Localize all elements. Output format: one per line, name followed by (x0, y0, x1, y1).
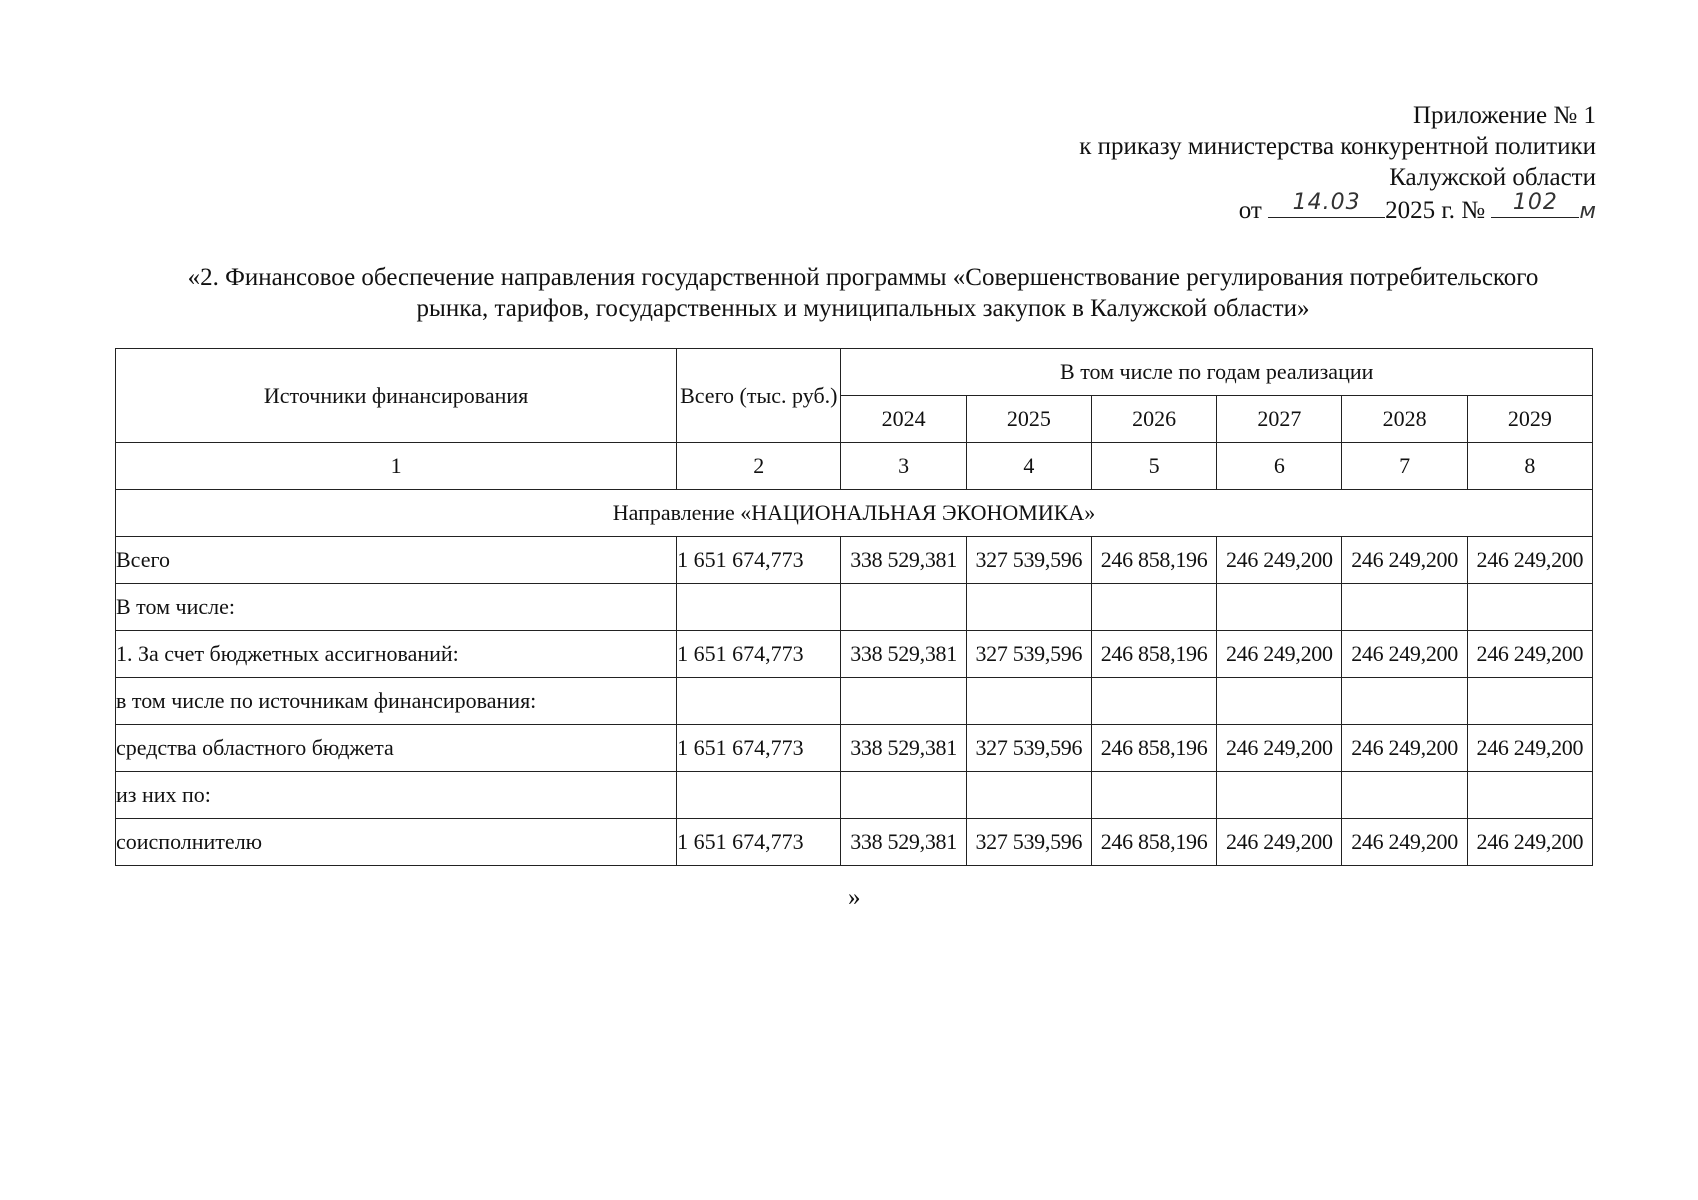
cell-total (677, 772, 841, 819)
header-sources: Источники финансирования (116, 349, 677, 443)
cell-year-value (1467, 584, 1592, 631)
year-number-label: 2025 г. № (1385, 197, 1486, 224)
cell-year-value: 246 249,200 (1217, 631, 1342, 678)
table-row (116, 537, 1593, 584)
date-prefix: от (1238, 197, 1262, 224)
row-label: в том числе по источникам финансирования: (116, 678, 677, 725)
handwritten-number-suffix: м (1579, 199, 1596, 224)
cell-year-value: 246 249,200 (1217, 537, 1342, 584)
cell-year-value (1342, 772, 1467, 819)
document-title (150, 262, 1576, 324)
cell-year-value (966, 584, 1091, 631)
header-year: 2026 (1091, 396, 1216, 443)
closing-quote: » (848, 884, 861, 911)
cell-year-value (1091, 678, 1216, 725)
section-row (116, 490, 1593, 537)
cell-year-value: 246 858,196 (1091, 631, 1216, 678)
column-number: 4 (966, 443, 1091, 490)
row-label: В том числе: (116, 584, 677, 631)
table-row (116, 725, 1593, 772)
table-header-row (116, 349, 1593, 396)
cell-year-value: 338 529,381 (841, 725, 966, 772)
cell-year-value (1342, 584, 1467, 631)
row-label: средства областного бюджета (116, 725, 677, 772)
column-number: 7 (1342, 443, 1467, 490)
row-label: 1. За счет бюджетных ассигнований: (116, 631, 677, 678)
row-label: из них по: (116, 772, 677, 819)
table-row (116, 584, 1593, 631)
cell-year-value (841, 584, 966, 631)
cell-year-value (1467, 772, 1592, 819)
cell-year-value: 246 249,200 (1467, 631, 1592, 678)
cell-year-value (1467, 678, 1592, 725)
financing-table (115, 348, 1593, 866)
order-header (1079, 100, 1596, 227)
cell-year-value (1217, 584, 1342, 631)
table-row (116, 678, 1593, 725)
cell-year-value (841, 772, 966, 819)
column-number: 1 (116, 443, 677, 490)
cell-year-value: 327 539,596 (966, 725, 1091, 772)
cell-year-value: 246 858,196 (1091, 725, 1216, 772)
cell-year-value: 246 249,200 (1342, 819, 1467, 866)
column-number: 5 (1091, 443, 1216, 490)
cell-year-value (1091, 584, 1216, 631)
header-years-group: В том числе по годам реализации (841, 349, 1593, 396)
cell-year-value (966, 678, 1091, 725)
cell-total: 1 651 674,773 (677, 819, 841, 866)
number-blank (1491, 190, 1579, 218)
table-row (116, 631, 1593, 678)
column-number: 2 (677, 443, 841, 490)
cell-year-value: 246 249,200 (1467, 725, 1592, 772)
cell-total: 1 651 674,773 (677, 725, 841, 772)
title-line-2: рынка, тарифов, государственных и муниципальных закупок в Калужской области» (416, 295, 1310, 322)
cell-total (677, 584, 841, 631)
cell-year-value: 338 529,381 (841, 537, 966, 584)
cell-year-value: 246 858,196 (1091, 537, 1216, 584)
handwritten-number: 102 (1512, 190, 1558, 215)
section-title: Направление «НАЦИОНАЛЬНАЯ ЭКОНОМИКА» (116, 490, 1593, 537)
date-blank (1268, 190, 1385, 218)
cell-year-value (966, 772, 1091, 819)
header-year: 2028 (1342, 396, 1467, 443)
title-line-1: «2. Финансовое обеспечение направления государственной программы «Совершенствование регулирования потребительского (187, 264, 1539, 291)
cell-year-value: 246 249,200 (1342, 631, 1467, 678)
row-label: соисполнителю (116, 819, 677, 866)
row-label: Всего (116, 537, 677, 584)
column-number-row (116, 443, 1593, 490)
cell-year-value: 246 249,200 (1467, 819, 1592, 866)
header-year: 2027 (1217, 396, 1342, 443)
cell-year-value (1217, 772, 1342, 819)
cell-year-value: 246 249,200 (1342, 537, 1467, 584)
cell-year-value: 338 529,381 (841, 631, 966, 678)
cell-year-value: 246 858,196 (1091, 819, 1216, 866)
table-row (116, 772, 1593, 819)
cell-year-value (1091, 772, 1216, 819)
cell-total (677, 678, 841, 725)
cell-year-value: 338 529,381 (841, 819, 966, 866)
order-date-number-line (1079, 190, 1596, 227)
region-name: Калужской области (1389, 164, 1596, 191)
cell-total: 1 651 674,773 (677, 537, 841, 584)
column-number: 8 (1467, 443, 1592, 490)
column-number: 3 (841, 443, 966, 490)
cell-year-value (1342, 678, 1467, 725)
cell-year-value (1217, 678, 1342, 725)
cell-year-value: 327 539,596 (966, 631, 1091, 678)
handwritten-date: 14.03 (1292, 190, 1361, 215)
cell-year-value: 246 249,200 (1217, 819, 1342, 866)
order-reference: к приказу министерства конкурентной политики (1079, 133, 1596, 160)
header-year: 2025 (966, 396, 1091, 443)
cell-year-value: 246 249,200 (1467, 537, 1592, 584)
header-year: 2024 (841, 396, 966, 443)
cell-year-value: 327 539,596 (966, 819, 1091, 866)
header-total: Всего (тыс. руб.) (677, 349, 841, 443)
cell-year-value (841, 678, 966, 725)
appendix-label: Приложение № 1 (1412, 102, 1596, 129)
header-year: 2029 (1467, 396, 1592, 443)
table-row (116, 819, 1593, 866)
cell-year-value: 246 249,200 (1342, 725, 1467, 772)
cell-year-value: 327 539,596 (966, 537, 1091, 584)
cell-total: 1 651 674,773 (677, 631, 841, 678)
column-number: 6 (1217, 443, 1342, 490)
cell-year-value: 246 249,200 (1217, 725, 1342, 772)
